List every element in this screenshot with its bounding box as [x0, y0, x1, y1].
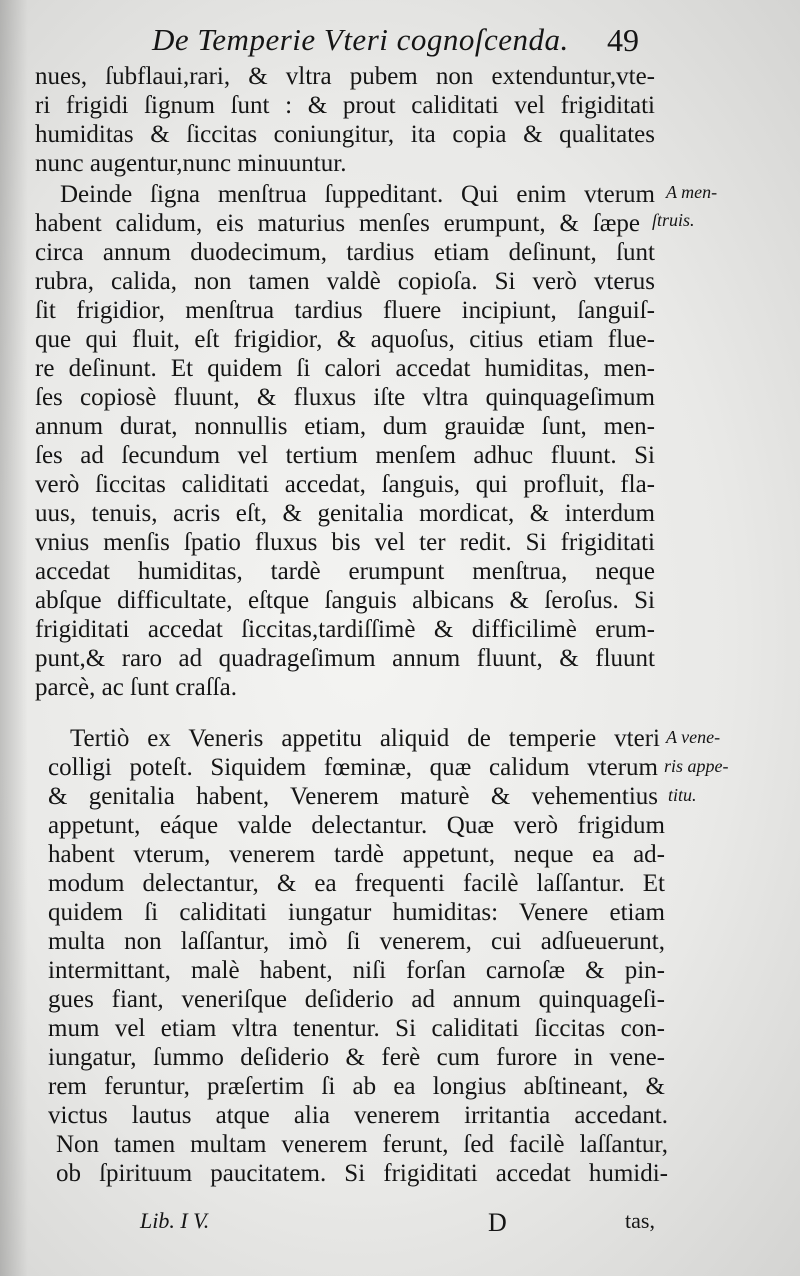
text-line: multa non laſſantur, imò ſi venerem, cui adſueuerunt, [48, 928, 665, 955]
text-line: circa annum duodecimum, tardius etiam deſinunt, ſunt [35, 239, 655, 266]
text-line: parcè, ac ſunt craſſa. [35, 674, 237, 701]
text-line: re deſinunt. Et quidem ſi calori accedat humiditas, men- [35, 355, 655, 382]
page-number: 49 [607, 22, 639, 58]
margin-note: titu. [668, 785, 697, 805]
page-footer [0, 1204, 800, 1244]
text-line: iungatur, ſummo deſiderio & ferè cum furore in vene- [48, 1044, 665, 1071]
text-line: habent vterum, venerem tardè appetunt, neque ea ad- [48, 841, 665, 868]
catchword: tas, [625, 1208, 655, 1233]
text-line: Deinde ſigna menſtrua ſuppeditant. Qui enim vterum [60, 181, 655, 208]
text-line: ſes ad ſecundum vel tertium menſem adhuc fluunt. Si [35, 442, 655, 469]
text-line: que qui fluit, eſt frigidior, & aquoſus, citius etiam flue- [35, 326, 655, 353]
text-line: rem feruntur, præſertim ſi ab ea longius abſtineant, & [48, 1073, 665, 1100]
text-line: quidem ſi caliditati iungatur humiditas: Venere etiam [48, 899, 665, 926]
text-line: colligi poteſt. Siquidem fœminæ, quæ calidum vterum [48, 754, 658, 781]
text-line: habent calidum, eis maturius menſes erumpunt, & ſæpe [35, 210, 640, 237]
text-line: ob ſpirituum paucitatem. Si frigiditati accedat humidi- [56, 1160, 668, 1187]
text-line: appetunt, eáque valde delectantur. Quæ verò frigidum [48, 812, 665, 839]
text-line: verò ſiccitas caliditati accedat, ſanguis, qui profluit, fla- [35, 471, 655, 498]
text-line: & genitalia habent, Venerem maturè & vehementius [48, 783, 658, 810]
text-line: ſes copiosè fluunt, & fluxus iſte vltra quinquageſimum [35, 384, 655, 411]
text-line: rubra, calida, non tamen valdè copioſa. Si verò vterus [35, 268, 655, 295]
text-line: humiditas & ſiccitas coniungitur, ita copia & qualitates [35, 121, 655, 148]
text-line: vnius menſis ſpatio fluxus bis vel ter redit. Si frigiditati [35, 529, 655, 556]
text-line: annum durat, nonnullis etiam, dum grauidæ ſunt, men- [35, 413, 655, 440]
text-line: uus, tenuis, acris eſt, & genitalia mordicat, & interdum [35, 500, 655, 527]
text-line: modum delectantur, & ea frequenti facilè laſſantur. Et [48, 870, 665, 897]
text-line: ri frigidi ſignum ſunt : & prout caliditati vel frigiditati [35, 92, 655, 119]
text-line: intermittant, malè habent, niſi forſan carnoſæ & pin- [48, 957, 665, 984]
margin-note: A men- [666, 182, 718, 202]
text-line: Tertiò ex Veneris appetitu aliquid de temperie vteri [70, 725, 660, 752]
running-title: De Temperie Vteri cognoſcenda. [152, 22, 569, 57]
margin-note: A vene- [666, 727, 721, 747]
text-line: frigiditati accedat ſiccitas,tardiſſimè & difficilimè erum- [35, 616, 655, 643]
text-line: ſit frigidior, menſtrua tardius fluere incipiunt, ſanguiſ- [35, 297, 655, 324]
margin-note: ſtruis. [652, 210, 695, 230]
text-line: abſque difficultate, eſtque ſanguis albicans & ſeroſus. Si [35, 587, 655, 614]
text-line: victus lautus atque alia venerem irritantia accedant. [48, 1102, 668, 1129]
book-label: Lib. I V. [140, 1208, 210, 1233]
text-line: punt,& raro ad quadrageſimum annum fluunt, & fluunt [35, 645, 655, 672]
margin-note: ris appe- [664, 756, 729, 776]
text-line: mum vel etiam vltra tenentur. Si caliditati ſiccitas con- [48, 1015, 665, 1042]
text-line: nunc augentur,nunc minuuntur. [35, 150, 347, 177]
text-line: nues, ſubflaui,rari, & vltra pubem non extenduntur,vte- [35, 63, 655, 90]
text-line: Non tamen multam venerem ferunt, ſed facilè laſſantur, [56, 1131, 668, 1158]
text-line: gues fiant, veneriſque deſiderio ad annum quinquageſi- [48, 986, 665, 1013]
signature-mark: D [488, 1208, 507, 1237]
text-line: accedat humiditas, tardè erumpunt menſtrua, neque [35, 558, 655, 585]
